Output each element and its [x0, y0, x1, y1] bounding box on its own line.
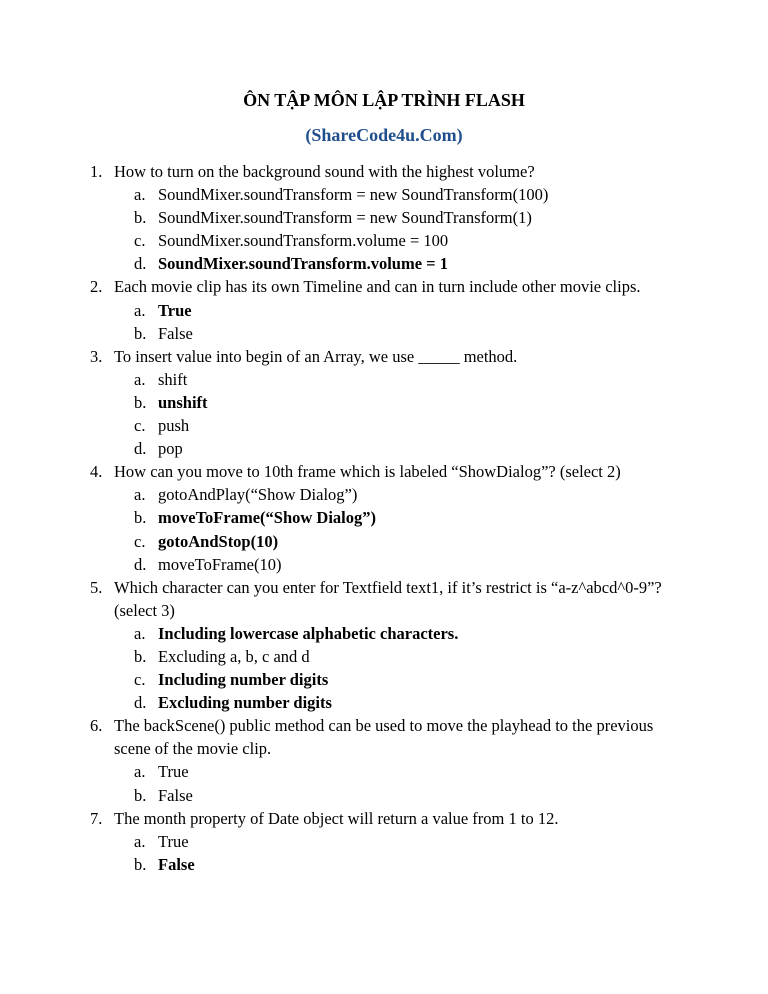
option-text: moveToFrame(10): [158, 554, 282, 574]
page-title: ÔN TẬP MÔN LẬP TRÌNH FLASH: [243, 90, 525, 110]
option-4-d: [90, 553, 690, 576]
option-text: push: [158, 416, 190, 436]
option-4-a: [90, 483, 690, 506]
option-letter: c.: [134, 416, 146, 436]
page-subtitle: (ShareCode4u.Com): [305, 125, 463, 145]
question-3: [90, 345, 690, 368]
option-letter: b.: [134, 508, 147, 528]
option-text-answer: True: [158, 300, 192, 320]
option-text-answer: moveToFrame(“Show Dialog”): [158, 508, 376, 528]
option-5-a: [90, 622, 690, 645]
question-list: [90, 160, 690, 876]
option-text-answer: gotoAndStop(10): [158, 531, 279, 551]
option-letter: b.: [134, 392, 147, 412]
option-3-d: [90, 437, 690, 460]
option-text: False: [158, 785, 193, 805]
option-letter: d.: [134, 554, 147, 574]
option-3-a: [90, 368, 690, 391]
option-letter: b.: [134, 854, 147, 874]
option-letter: b.: [134, 323, 147, 343]
option-5-b: [90, 645, 690, 668]
option-letter: a.: [134, 762, 146, 782]
option-1-b: [90, 206, 690, 229]
option-7-b: [90, 853, 690, 876]
option-3-c: [90, 414, 690, 437]
option-letter: d.: [134, 254, 147, 274]
option-letter: b.: [134, 208, 147, 228]
question-number: 6.: [90, 716, 103, 736]
option-letter: a.: [134, 485, 146, 505]
option-1-c: [90, 229, 690, 252]
option-5-c: [90, 668, 690, 691]
option-letter: a.: [134, 623, 146, 643]
option-letter: a.: [134, 369, 146, 389]
question-text: The backScene() public method can be used to move the playhead to the previous scene of the movie clip.: [114, 716, 654, 759]
option-text: gotoAndPlay(“Show Dialog”): [158, 485, 358, 505]
question-text: The month property of Date object will return a value from 1 to 12.: [114, 808, 559, 828]
option-6-a: [90, 760, 690, 783]
option-text: SoundMixer.soundTransform.volume = 100: [158, 231, 449, 251]
option-letter: c.: [134, 670, 146, 690]
question-5: [90, 576, 690, 622]
question-1: [90, 160, 690, 183]
question-number: 5.: [90, 577, 103, 597]
option-text-answer: Excluding number digits: [158, 693, 332, 713]
option-5-d: [90, 691, 690, 714]
option-text-answer: SoundMixer.soundTransform.volume = 1: [158, 254, 448, 274]
option-text: True: [158, 831, 189, 851]
option-letter: c.: [134, 231, 146, 251]
option-letter: b.: [134, 646, 147, 666]
option-2-b: [90, 322, 690, 345]
option-letter: b.: [134, 785, 147, 805]
option-letter: d.: [134, 439, 147, 459]
question-text: To insert value into begin of an Array, we use _____ method.: [114, 346, 518, 366]
question-number: 7.: [90, 808, 103, 828]
option-letter: a.: [134, 300, 146, 320]
option-text: Excluding a, b, c and d: [158, 646, 310, 666]
option-6-b: [90, 784, 690, 807]
option-4-b: [90, 506, 690, 529]
option-letter: d.: [134, 693, 147, 713]
option-letter: a.: [134, 185, 146, 205]
question-number: 1.: [90, 162, 103, 181]
question-number: 4.: [90, 462, 103, 482]
question-6: [90, 714, 690, 760]
question-number: 2.: [90, 277, 103, 297]
question-7: [90, 807, 690, 830]
option-text: pop: [158, 439, 183, 459]
question-text: How to turn on the background sound with the highest volume?: [114, 162, 535, 181]
question-text: Each movie clip has its own Timeline and can in turn include other movie clips.: [114, 277, 641, 297]
option-3-b: [90, 391, 690, 414]
question-text: Which character can you enter for Textfield text1, if it’s restrict is “a-z^abcd^0-9”? (select 3): [114, 577, 662, 620]
option-1-d: [90, 252, 690, 275]
option-text-answer: unshift: [158, 392, 208, 412]
option-letter: a.: [134, 831, 146, 851]
option-text: False: [158, 323, 193, 343]
option-7-a: [90, 830, 690, 853]
option-text-answer: Including number digits: [158, 670, 329, 690]
question-text: How can you move to 10th frame which is labeled “ShowDialog”? (select 2): [114, 462, 621, 482]
option-text-answer: Including lowercase alphabetic characters.: [158, 623, 459, 643]
option-text: True: [158, 762, 189, 782]
option-4-c: [90, 530, 690, 553]
option-text-answer: False: [158, 854, 195, 874]
option-text: SoundMixer.soundTransform = new SoundTransform(100): [158, 185, 549, 205]
question-4: [90, 460, 690, 483]
option-1-a: [90, 183, 690, 206]
question-number: 3.: [90, 346, 103, 366]
option-2-a: [90, 299, 690, 322]
option-letter: c.: [134, 531, 146, 551]
option-text: SoundMixer.soundTransform = new SoundTransform(1): [158, 208, 532, 228]
option-text: shift: [158, 369, 188, 389]
question-2: [90, 275, 690, 298]
